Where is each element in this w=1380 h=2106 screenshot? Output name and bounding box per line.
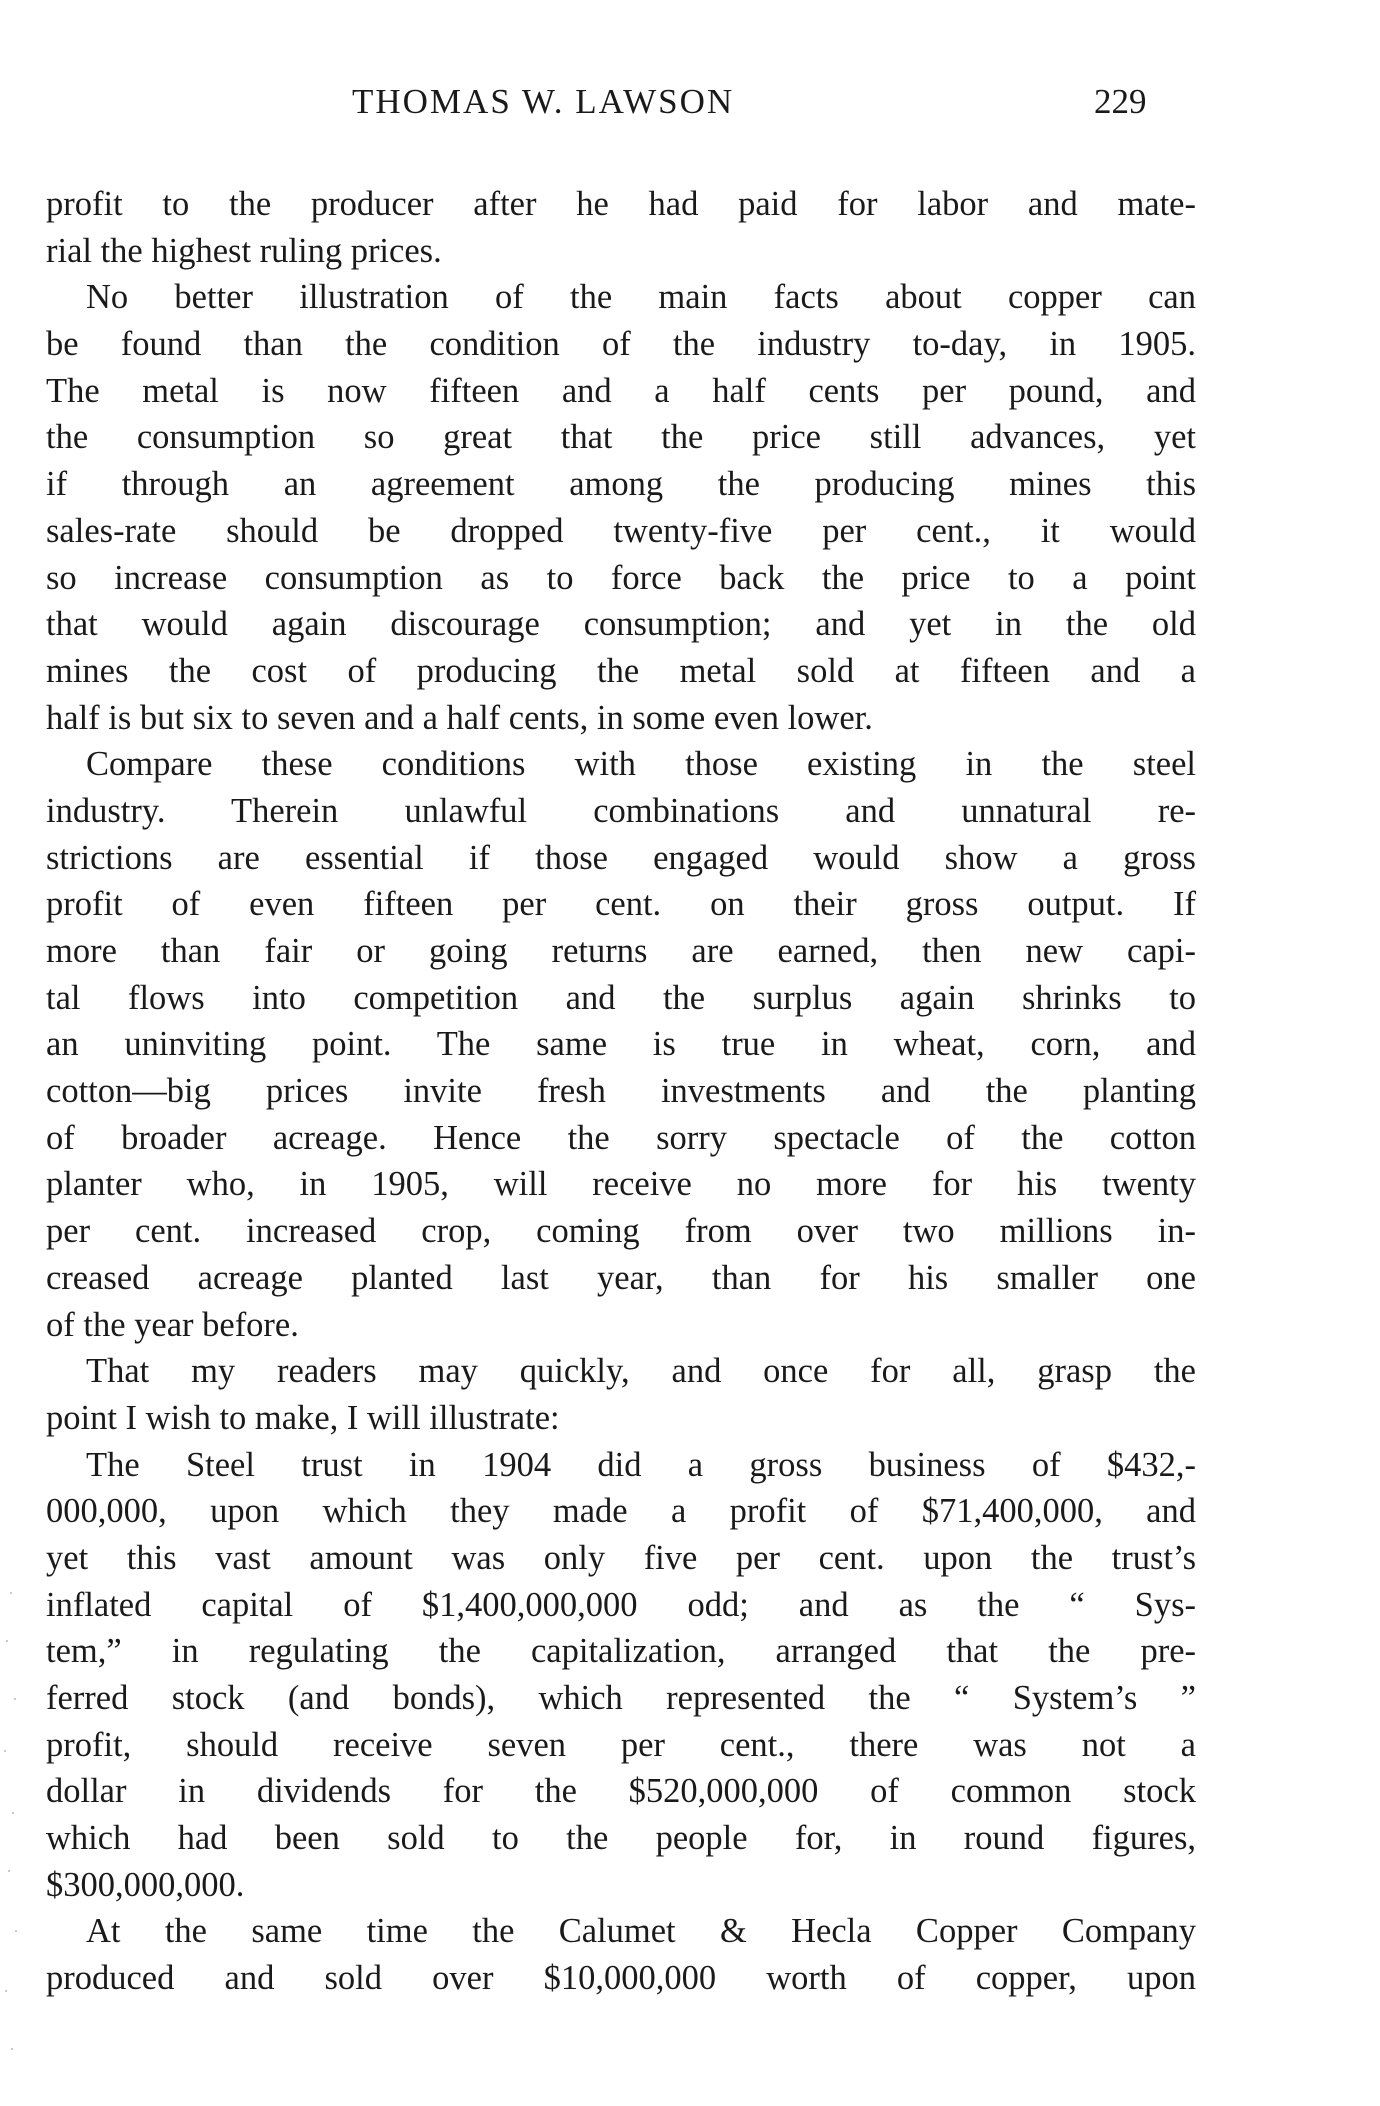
- text-line: That my readers may quickly, and once for all, grasp the: [86, 1352, 1196, 1391]
- text-line: of broader acreage. Hence the sorry spectacle of the cotton: [46, 1118, 1196, 1157]
- text-line: Compare these conditions with those existing in the steel: [86, 745, 1196, 784]
- text-line: the consumption so great that the price still advances, yet: [46, 418, 1196, 457]
- running-head: [40, 82, 1190, 132]
- text-line: tal flows into competition and the surplus again shrinks to: [46, 978, 1196, 1017]
- text-line: be found than the condition of the industry to-day, in 1905.: [46, 325, 1196, 364]
- text-line: yet this vast amount was only five per cent. upon the trust’s: [46, 1538, 1196, 1577]
- text-line: dollar in dividends for the $520,000,000 of common stock: [46, 1772, 1196, 1811]
- text-line: No better illustration of the main facts about copper can: [86, 278, 1196, 317]
- text-line: creased acreage planted last year, than for his smaller one: [46, 1258, 1196, 1297]
- text-line: profit of even fifteen per cent. on their gross output. If: [46, 885, 1196, 924]
- text-line: At the same time the Calumet & Hecla Copper Company: [86, 1912, 1196, 1951]
- text-line: which had been sold to the people for, in round figures,: [46, 1819, 1196, 1858]
- text-line: rial the highest ruling prices.: [46, 231, 442, 270]
- text-line: strictions are essential if those engaged would show a gross: [46, 838, 1196, 877]
- text-line: cotton—big prices invite fresh investments and the planting: [46, 1072, 1196, 1111]
- running-title: THOMAS W. LAWSON: [352, 82, 735, 121]
- text-line: if through an agreement among the producing mines this: [46, 465, 1196, 504]
- body-text: [46, 181, 1196, 2002]
- text-line: The Steel trust in 1904 did a gross business of $432,-: [86, 1445, 1196, 1484]
- text-line: more than fair or going returns are earned, then new capi-: [46, 932, 1196, 970]
- text-line: mines the cost of producing the metal sold at fifteen and a: [46, 651, 1196, 690]
- text-line: produced and sold over $10,000,000 worth of copper, upon: [46, 1959, 1196, 1998]
- text-line: profit, should receive seven per cent., there was not a: [46, 1725, 1196, 1764]
- text-line: an uninviting point. The same is true in wheat, corn, and: [46, 1025, 1196, 1064]
- text-line: of the year before.: [46, 1305, 299, 1344]
- text-line: that would again discourage consumption; and yet in the old: [46, 605, 1196, 644]
- text-line: $300,000,000.: [46, 1865, 245, 1904]
- page-number: 229: [1094, 82, 1147, 121]
- text-line: inflated capital of $1,400,000,000 odd; and as the “ Sys-: [46, 1585, 1196, 1624]
- text-line: The metal is now fifteen and a half cents per pound, and: [46, 371, 1196, 410]
- text-line: tem,” in regulating the capitalization, arranged that the pre-: [46, 1632, 1196, 1671]
- text-line: industry. Therein unlawful combinations and unnatural re-: [46, 791, 1196, 830]
- text-line: half is but six to seven and a half cents, in some even lower.: [46, 698, 873, 737]
- text-line: sales-rate should be dropped twenty-five per cent., it would: [46, 511, 1196, 550]
- text-line: planter who, in 1905, will receive no more for his twenty: [46, 1165, 1196, 1204]
- text-line: so increase consumption as to force back the price to a point: [46, 558, 1196, 597]
- text-line: per cent. increased crop, coming from over two millions in-: [46, 1212, 1196, 1251]
- text-line: profit to the producer after he had paid for labor and mate-: [46, 185, 1196, 223]
- scan-margin-specks: [0, 1580, 24, 2080]
- text-line: ferred stock (and bonds), which represented the “ System’s ”: [46, 1679, 1196, 1717]
- text-line: 000,000, upon which they made a profit of $71,400,000, and: [46, 1492, 1196, 1531]
- text-line: point I wish to make, I will illustrate:: [46, 1398, 560, 1437]
